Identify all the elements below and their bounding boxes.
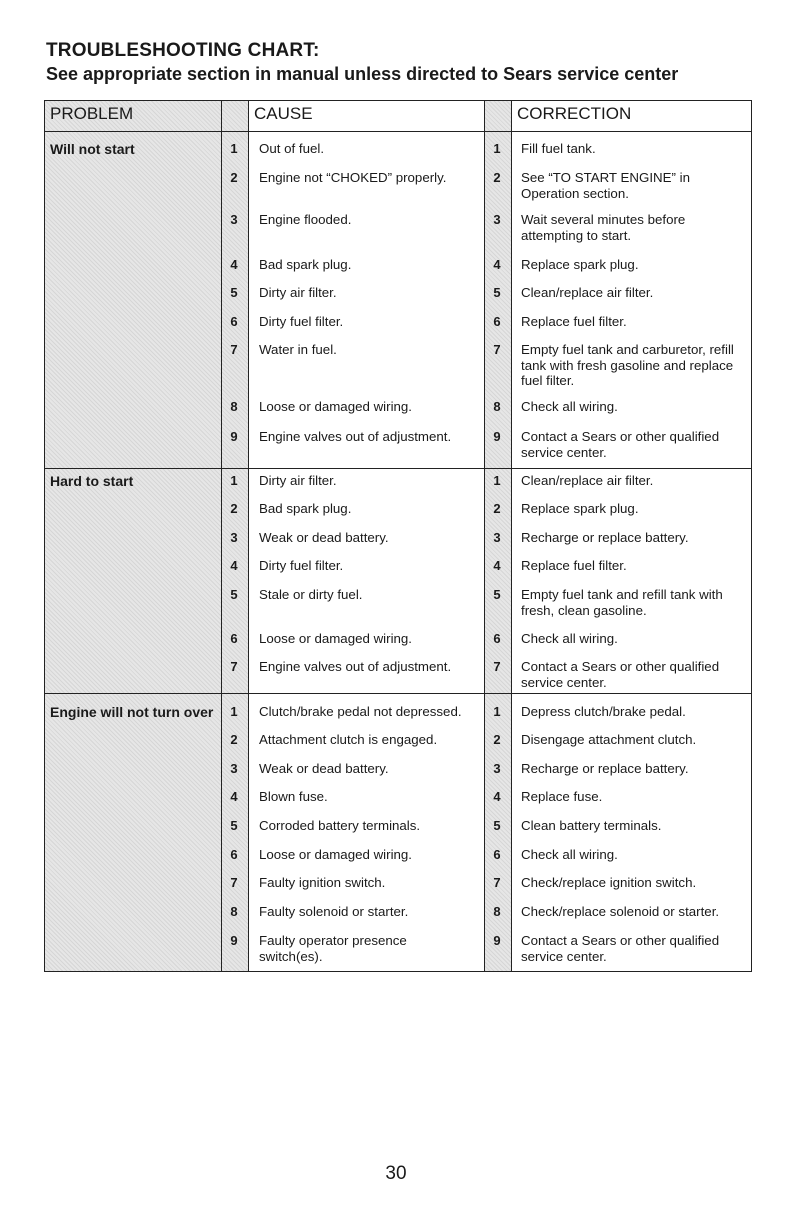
correction-text: Recharge or replace battery.	[521, 530, 689, 545]
cause-text: Faulty operator presence switch(es).	[259, 933, 407, 964]
cause-text: Stale or dirty fuel.	[259, 587, 363, 602]
cause-number: 2	[230, 501, 238, 516]
cause-text: Engine not “CHOKED” properly.	[259, 170, 447, 185]
correction-number: 5	[493, 285, 501, 300]
correction-text: Check/replace solenoid or starter.	[521, 904, 720, 919]
correction-number: 4	[493, 789, 501, 804]
correction-number: 1	[493, 141, 501, 156]
correction-number: 2	[493, 501, 501, 516]
header-correction: CORRECTION	[517, 104, 632, 123]
correction-text: See “TO START ENGINE” in Operation section.	[521, 170, 690, 201]
correction-text: Clean/replace air filter.	[521, 473, 654, 488]
header-problem: PROBLEM	[50, 104, 134, 123]
correction-text: Contact a Sears or other qualified service center.	[521, 659, 720, 690]
cause-number: 6	[230, 631, 238, 646]
correction-text: Replace spark plug.	[521, 257, 639, 272]
problem-label: Hard to start	[50, 473, 134, 489]
cause-number: 7	[230, 659, 238, 674]
cause-text: Dirty air filter.	[259, 473, 337, 488]
cause-number: 1	[230, 704, 238, 719]
cause-text: Dirty fuel filter.	[259, 314, 344, 329]
cause-text: Weak or dead battery.	[259, 530, 389, 545]
cause-number: 5	[230, 818, 238, 833]
cause-number: 4	[230, 257, 238, 272]
cause-number: 7	[230, 875, 238, 890]
problem-label: Will not start	[50, 141, 135, 157]
correction-number: 4	[493, 558, 501, 573]
cause-text: Engine flooded.	[259, 212, 352, 227]
cause-number: 8	[230, 904, 238, 919]
correction-number: 6	[493, 314, 501, 329]
cause-text: Bad spark plug.	[259, 257, 352, 272]
correction-number: 2	[493, 170, 501, 185]
correction-text: Disengage attachment clutch.	[521, 732, 697, 747]
correction-text: Wait several minutes before attempting to start.	[521, 212, 686, 243]
cause-number: 9	[230, 933, 238, 948]
cause-text: Faulty solenoid or starter.	[259, 904, 409, 919]
correction-number: 3	[493, 212, 501, 227]
cause-text: Weak or dead battery.	[259, 761, 389, 776]
page-title: TROUBLESHOOTING CHART:	[46, 40, 320, 61]
cause-text: Clutch/brake pedal not depressed.	[259, 704, 462, 719]
correction-text: Clean/replace air filter.	[521, 285, 654, 300]
correction-text: Empty fuel tank and carburetor, refill tank with fresh gasoline and replace fuel filter.	[521, 342, 734, 388]
correction-number: 7	[493, 342, 501, 357]
correction-number: 7	[493, 659, 501, 674]
cause-text: Bad spark plug.	[259, 501, 352, 516]
correction-number: 7	[493, 875, 501, 890]
correction-number: 3	[493, 530, 501, 545]
correction-number: 9	[493, 933, 501, 948]
correction-number: 8	[493, 904, 501, 919]
cause-number: 7	[230, 342, 238, 357]
correction-text: Check all wiring.	[521, 847, 618, 862]
cause-text: Corroded battery terminals.	[259, 818, 421, 833]
cause-text: Blown fuse.	[259, 789, 328, 804]
correction-number: 4	[493, 257, 501, 272]
cause-number: 3	[230, 530, 238, 545]
correction-number: 1	[493, 704, 501, 719]
cause-number: 1	[230, 473, 238, 488]
cause-text: Attachment clutch is engaged.	[259, 732, 438, 747]
correction-number: 2	[493, 732, 501, 747]
cause-text: Water in fuel.	[259, 342, 337, 357]
correction-text: Contact a Sears or other qualified service center.	[521, 933, 720, 964]
correction-text: Recharge or replace battery.	[521, 761, 689, 776]
correction-text: Check all wiring.	[521, 631, 618, 646]
cause-number: 5	[230, 285, 238, 300]
correction-text: Check all wiring.	[521, 399, 618, 414]
cause-number: 5	[230, 587, 238, 602]
correction-text: Check/replace ignition switch.	[521, 875, 697, 890]
cause-number: 2	[230, 170, 238, 185]
troubleshooting-table	[44, 100, 752, 972]
page-subtitle: See appropriate section in manual unless directed to Sears service center	[46, 64, 679, 84]
correction-text: Clean battery terminals.	[521, 818, 662, 833]
correction-number: 9	[493, 429, 501, 444]
cause-text: Loose or damaged wiring.	[259, 399, 413, 414]
cause-number: 6	[230, 847, 238, 862]
header-cause: CAUSE	[254, 104, 313, 123]
cause-text: Out of fuel.	[259, 141, 325, 156]
correction-number: 3	[493, 761, 501, 776]
correction-text: Fill fuel tank.	[521, 141, 596, 156]
correction-number: 8	[493, 399, 501, 414]
correction-number: 1	[493, 473, 501, 488]
page-number: 30	[385, 1163, 407, 1184]
cause-text: Engine valves out of adjustment.	[259, 659, 452, 674]
correction-text: Contact a Sears or other qualified service center.	[521, 429, 720, 460]
cause-number: 1	[230, 141, 238, 156]
correction-number: 5	[493, 818, 501, 833]
correction-number: 6	[493, 847, 501, 862]
cause-number: 4	[230, 558, 238, 573]
cause-number: 3	[230, 212, 238, 227]
cause-number: 9	[230, 429, 238, 444]
cause-text: Loose or damaged wiring.	[259, 847, 413, 862]
cause-number: 6	[230, 314, 238, 329]
correction-text: Replace spark plug.	[521, 501, 639, 516]
correction-number: 6	[493, 631, 501, 646]
cause-number: 3	[230, 761, 238, 776]
correction-number: 5	[493, 587, 501, 602]
problem-column-background	[45, 101, 221, 971]
correction-text: Replace fuel filter.	[521, 558, 627, 573]
cause-number: 8	[230, 399, 238, 414]
cause-text: Dirty fuel filter.	[259, 558, 344, 573]
cause-number: 4	[230, 789, 238, 804]
correction-text: Empty fuel tank and refill tank with fresh, clean gasoline.	[521, 587, 723, 618]
cause-text: Dirty air filter.	[259, 285, 337, 300]
cause-text: Loose or damaged wiring.	[259, 631, 413, 646]
correction-text: Depress clutch/brake pedal.	[521, 704, 686, 719]
cause-text: Engine valves out of adjustment.	[259, 429, 452, 444]
correction-text: Replace fuse.	[521, 789, 603, 804]
cause-text: Faulty ignition switch.	[259, 875, 386, 890]
problem-label: Engine will not turn over	[50, 704, 214, 720]
cause-number: 2	[230, 732, 238, 747]
correction-text: Replace fuel filter.	[521, 314, 627, 329]
